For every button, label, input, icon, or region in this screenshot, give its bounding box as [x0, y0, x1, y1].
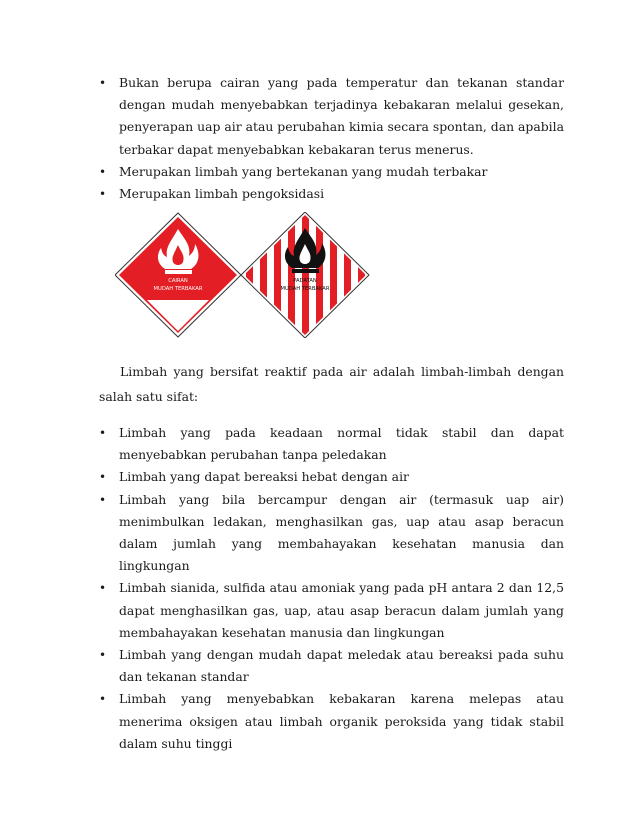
bullet-icon: • [99, 470, 107, 485]
bullet-icon: • [99, 426, 107, 440]
sign-label-line1: PADATAN [293, 278, 317, 284]
bullet-icon: • [99, 692, 107, 707]
bullet-list-reactive [99, 422, 564, 755]
sign-label-line2: MUDAH TERBAKAR [280, 286, 330, 292]
hazard-signs [115, 212, 375, 338]
flammable-solid-sign [241, 212, 369, 338]
list-item-text: Limbah yang pada keadaan normal tidak stabil dan dapat menyebabkan perubahan tanpa peledakan [119, 425, 564, 463]
list-item-text: Limbah yang dengan mudah dapat meledak atau bereaksi pada suhu dan tekanan standar [119, 647, 564, 685]
list-item-text: Limbah yang dapat bereaksi hebat dengan air [119, 469, 409, 485]
list-item [99, 161, 564, 183]
sign-label-line2: MUDAH TERBAKAR [153, 286, 203, 292]
flammable-liquid-sign [115, 213, 241, 337]
list-item [99, 466, 564, 488]
list-item [99, 72, 564, 161]
list-item [99, 489, 564, 578]
list-item-text: Limbah sianida, sulfida atau amoniak yang pada pH antara 2 dan 12,5 dapat menghasilkan gas, uap, atau asap beracun dalam jumlah yang membahayakan kesehatan manusia dan lingkungan [119, 580, 564, 640]
bullet-icon: • [99, 492, 107, 507]
list-item-text: Bukan berupa cairan yang pada temperatur dan tekanan standar dengan mudah menyebabkan terjadinya kebakaran melalui gesekan, penyerapan uap air atau perubahan kimia secara spontan, dan apabila terbakar dapat menyebabkan kebakaran terus menerus. [119, 75, 564, 157]
list-item [99, 183, 564, 205]
sign-label-line1: CAIRAN [168, 278, 188, 284]
list-item-text: Merupakan limbah pengoksidasi [119, 186, 325, 202]
list-item-text: Limbah yang menyebabkan kebakaran karena melepas atau menerima oksigen atau limbah organik peroksida yang tidak stabil dalam suhu tinggi [119, 691, 564, 751]
body-paragraph: Limbah yang bersifat reaktif pada air adalah limbah-limbah dengan salah satu sifat: [99, 364, 564, 404]
bullet-icon: • [99, 648, 107, 663]
bullet-list-flammable [99, 72, 564, 205]
hazard-signs-svg [115, 212, 375, 338]
list-item [99, 644, 564, 688]
bullet-icon: • [99, 187, 107, 202]
list-item-text: Limbah yang bila bercampur dengan air (termasuk uap air) menimbulkan ledakan, menghasilkan gas, uap atau asap beracun dalam jumlah yang membahayakan kesehatan manusia dan lingkungan [119, 491, 564, 574]
bullet-icon: • [99, 76, 107, 90]
list-item [99, 688, 564, 755]
list-item-text: Merupakan limbah yang bertekanan yang mudah terbakar [119, 163, 488, 179]
bullet-icon: • [99, 581, 107, 596]
list-item [99, 422, 564, 466]
list-item [99, 577, 564, 644]
bullet-icon: • [99, 164, 107, 179]
